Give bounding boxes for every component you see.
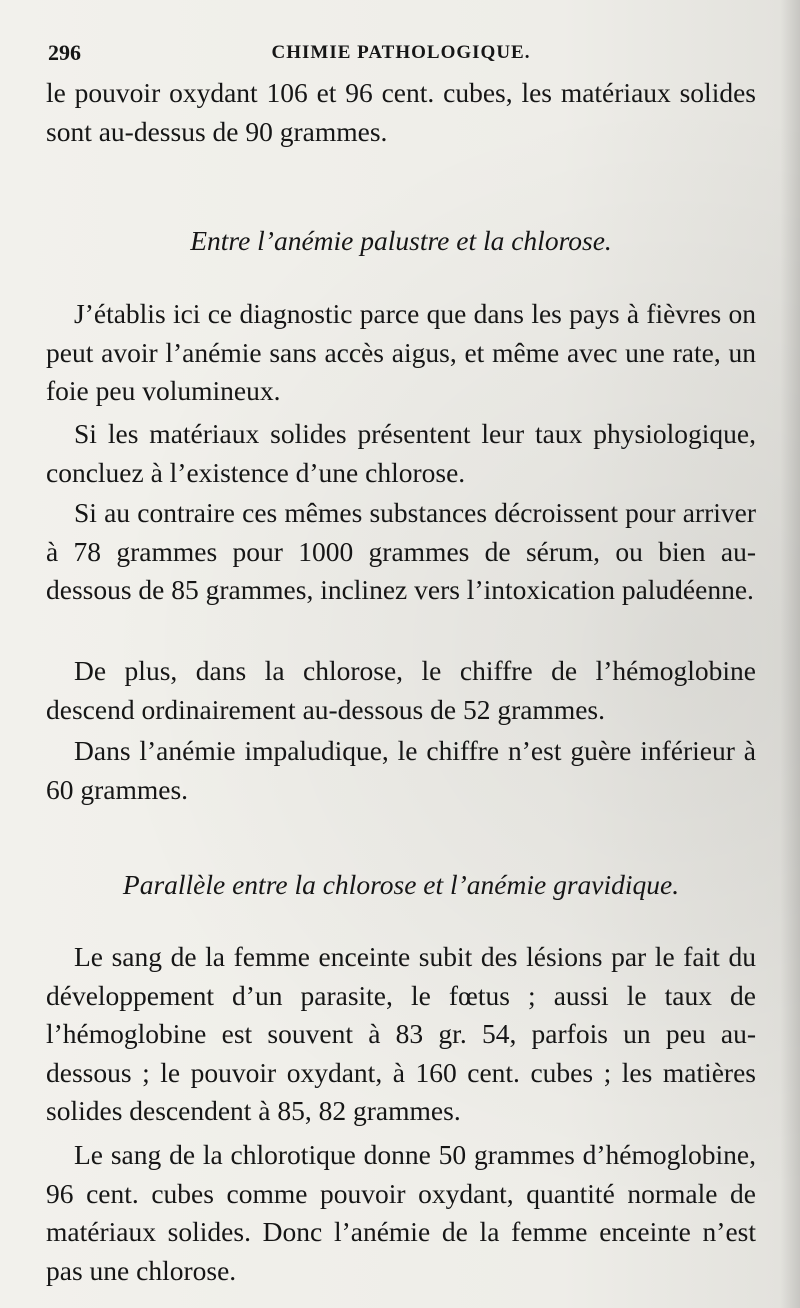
page-edge-shadow (780, 0, 800, 1308)
paragraph-continuation: le pouvoir oxydant 106 et 96 cent. cubes, les matériaux solides sont au-dessus de 90 grammes. (46, 77, 756, 147)
page-number: 296 (48, 40, 81, 65)
paragraph: De plus, dans la chlorose, le chiffre de l’hémoglobine descend ordinairement au-dessous de 52 grammes. (46, 655, 756, 725)
paragraph: Dans l’anémie impaludique, le chiffre n’est guère inférieur à 60 grammes. (46, 735, 756, 805)
paragraph: J’établis ici ce diagnostic parce que dans les pays à fièvres on peut avoir l’anémie sans accès aigus, et même avec une rate, un foie peu volumineux. (46, 298, 756, 406)
paragraph: Le sang de la chlorotique donne 50 grammes d’hémoglobine, 96 cent. cubes comme pouvoir oxydant, quantité normale de matériaux solides. Donc l’anémie de la femme enceinte n’est pas une chlorose. (46, 1139, 756, 1286)
paragraph: Le sang de la femme enceinte subit des lésions par le fait du développement d’un parasite, le fœtus ; aussi le taux de l’hémoglobine est souvent à 83 gr. 54, parfois un peu au-dessous ; le pouvoir oxydant, à 160 cent. cubes ; les matières solides descendent à 85, 82 grammes. (46, 941, 756, 1126)
running-title: CHIMIE PATHOLOGIQUE. (271, 42, 531, 63)
section-heading-anemie-palustre: Entre l’anémie palustre et la chlorose. (190, 225, 612, 256)
section-heading-anemie-gravidique: Parallèle entre la chlorose et l’anémie gravidique. (122, 869, 680, 900)
paragraph: Si au contraire ces mêmes substances décroissent pour arriver à 78 grammes pour 1000 grammes de sérum, ou bien au-dessous de 85 grammes, inclinez vers l’intoxication paludéenne. (46, 497, 756, 605)
paragraph: Si les matériaux solides présentent leur taux physiologique, concluez à l’existence d’une chlorose. (46, 418, 756, 488)
page-header (48, 40, 754, 70)
